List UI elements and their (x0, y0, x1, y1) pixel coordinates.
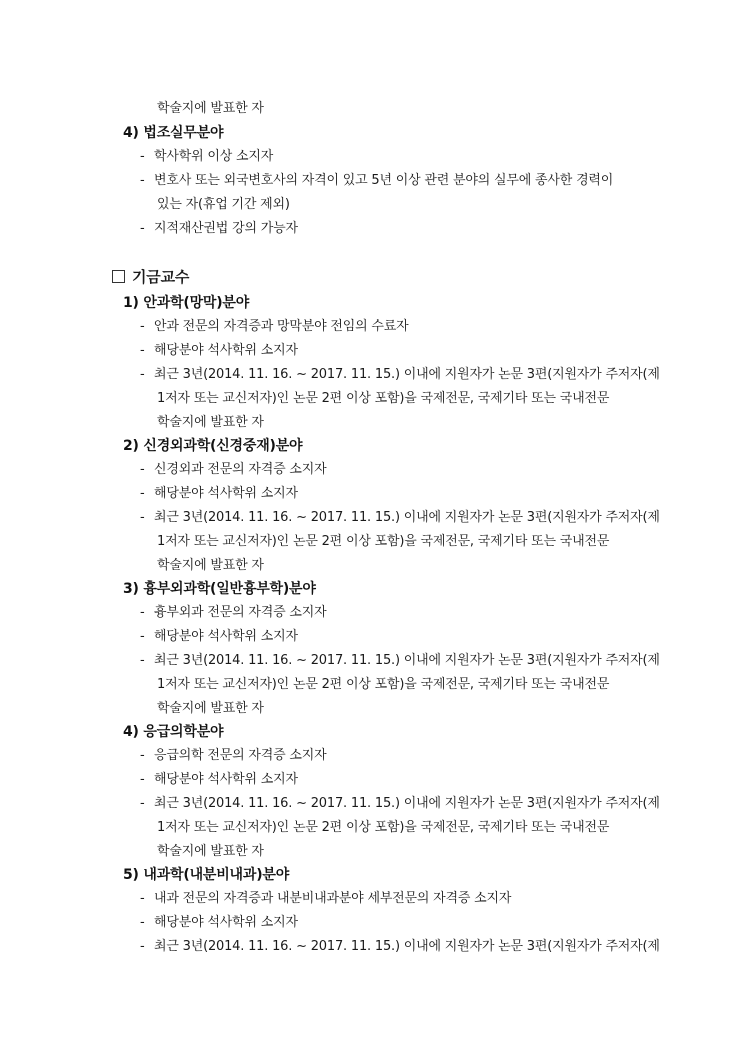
bullet-continuation: 있는 자(휴업 기간 제외) (157, 197, 290, 212)
bullet-continuation: 1저자 또는 교신저자)인 논문 2편 이상 포함)을 국제전문, 국제기타 또는 국내전문 (157, 534, 610, 549)
subsection-heading: 3) 흉부외과학(일반흉부학)분야 (123, 581, 316, 597)
bullet-item: - 해당분야 석사학위 소지자 (140, 343, 298, 358)
bullet-item: - 변호사 또는 외국변호사의 자격이 있고 5년 이상 관련 분야의 실무에 종사한 경력이 (140, 173, 614, 188)
continuation-text: 학술지에 발표한 자 (157, 101, 264, 116)
bullet-continuation: 1저자 또는 교신저자)인 논문 2편 이상 포함)을 국제전문, 국제기타 또는 국내전문 (157, 391, 610, 406)
bullet-continuation: 1저자 또는 교신저자)인 논문 2편 이상 포함)을 국제전문, 국제기타 또는 국내전문 (157, 820, 610, 835)
bullet-continuation: 1저자 또는 교신저자)인 논문 2편 이상 포함)을 국제전문, 국제기타 또는 국내전문 (157, 677, 610, 692)
bullet-item: - 응급의학 전문의 자격증 소지자 (140, 748, 327, 763)
bullet-continuation: 학술지에 발표한 자 (157, 558, 264, 573)
bullet-item: - 최근 3년(2014. 11. 16. ~ 2017. 11. 15.) 이내에 지원자가 논문 3편(지원자가 주저자(제 (140, 367, 660, 382)
bullet-item: - 흉부외과 전문의 자격증 소지자 (140, 605, 327, 620)
bullet-item: - 안과 전문의 자격증과 망막분야 전임의 수료자 (140, 319, 409, 334)
bullet-item: - 지적재산권법 강의 가능자 (140, 221, 298, 236)
bullet-continuation: 학술지에 발표한 자 (157, 415, 264, 430)
dash: - (140, 221, 145, 236)
section-heading-fund-professor: 기금교수 (112, 268, 189, 286)
subsection-heading: 4) 응급의학분야 (123, 724, 224, 740)
dash: - (140, 173, 145, 188)
bullet-continuation: 학술지에 발표한 자 (157, 701, 264, 716)
subsection-heading-law-practice: 4) 법조실무분야 (123, 125, 224, 141)
dash: - (140, 149, 145, 164)
bullet-item: - 최근 3년(2014. 11. 16. ~ 2017. 11. 15.) 이내에 지원자가 논문 3편(지원자가 주저자(제 (140, 653, 660, 668)
bullet-item: - 신경외과 전문의 자격증 소지자 (140, 462, 327, 477)
bullet-item: - 해당분야 석사학위 소지자 (140, 629, 298, 644)
bullet-item: - 최근 3년(2014. 11. 16. ~ 2017. 11. 15.) 이내에 지원자가 논문 3편(지원자가 주저자(제 (140, 796, 660, 811)
checkbox-icon (112, 270, 125, 283)
subsection-heading: 1) 안과학(망막)분야 (123, 295, 250, 311)
bullet-continuation: 학술지에 발표한 자 (157, 844, 264, 859)
subsection-heading: 5) 내과학(내분비내과)분야 (123, 867, 290, 883)
bullet-item: - 최근 3년(2014. 11. 16. ~ 2017. 11. 15.) 이내에 지원자가 논문 3편(지원자가 주저자(제 (140, 510, 660, 525)
bullet-item: - 최근 3년(2014. 11. 16. ~ 2017. 11. 15.) 이내에 지원자가 논문 3편(지원자가 주저자(제 (140, 939, 660, 954)
bullet-item: - 해당분야 석사학위 소지자 (140, 486, 298, 501)
bullet-item: - 학사학위 이상 소지자 (140, 149, 274, 164)
bullet-item: - 내과 전문의 자격증과 내분비내과분야 세부전문의 자격증 소지자 (140, 891, 512, 906)
bullet-item: - 해당분야 석사학위 소지자 (140, 772, 298, 787)
bullet-item: - 해당분야 석사학위 소지자 (140, 915, 298, 930)
subsection-heading: 2) 신경외과학(신경중재)분야 (123, 438, 303, 454)
